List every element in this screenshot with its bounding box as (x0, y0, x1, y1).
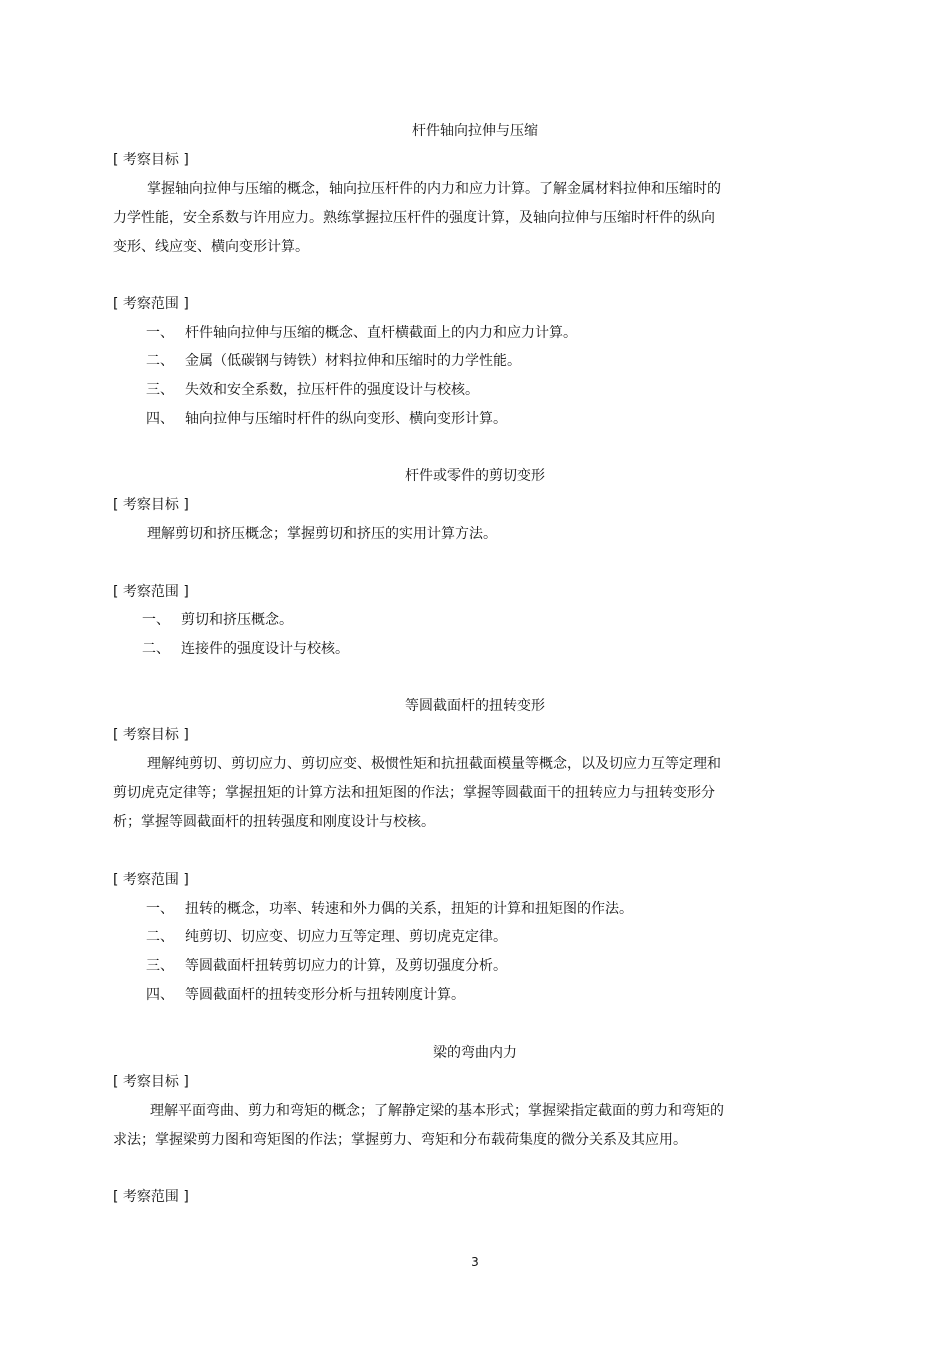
goal-text-line: 理解平面弯曲、剪力和弯矩的概念；了解静定梁的基本形式；掌握梁指定截面的剪力和弯矩的 (150, 1103, 724, 1119)
goal-text-line: 理解纯剪切、剪切应力、剪切应变、极惯性矩和抗扭截面模量等概念，以及切应力互等定理和 (147, 756, 721, 772)
section-title: 杆件轴向拉伸与压缩 (412, 123, 538, 139)
scope-label: [ 考察范围 ] (113, 296, 189, 312)
goal-text-line: 掌握轴向拉伸与压缩的概念，轴向拉压杆件的内力和应力计算。了解金属材料拉伸和压缩时的 (147, 181, 721, 197)
list-item-number: 二、 (142, 641, 170, 657)
scope-label: [ 考察范围 ] (113, 1189, 189, 1205)
list-item-number: 一、 (146, 901, 174, 917)
list-item-number: 一、 (142, 612, 170, 628)
list-item-number: 四、 (146, 411, 174, 427)
list-item: 杆件轴向拉伸与压缩的概念、直杆横截面上的内力和应力计算。 (185, 325, 577, 341)
list-item: 扭转的概念，功率、转速和外力偶的关系，扭矩的计算和扭矩图的作法。 (185, 901, 633, 917)
goal-label: [ 考察目标 ] (113, 1074, 189, 1090)
section-title: 梁的弯曲内力 (433, 1045, 517, 1061)
goal-label: [ 考察目标 ] (113, 497, 189, 513)
scope-label: [ 考察范围 ] (113, 584, 189, 600)
scope-label: [ 考察范围 ] (113, 872, 189, 888)
list-item-number: 二、 (146, 353, 174, 369)
goal-text-line: 求法；掌握梁剪力图和弯矩图的作法；掌握剪力、弯矩和分布载荷集度的微分关系及其应用。 (113, 1132, 687, 1148)
list-item: 轴向拉伸与压缩时杆件的纵向变形、横向变形计算。 (185, 411, 507, 427)
list-item: 失效和安全系数，拉压杆件的强度设计与校核。 (185, 382, 479, 398)
list-item: 等圆截面杆的扭转变形分析与扭转刚度计算。 (185, 987, 465, 1003)
section-title: 等圆截面杆的扭转变形 (405, 698, 545, 714)
list-item-number: 三、 (146, 382, 174, 398)
goal-text-line: 析；掌握等圆截面杆的扭转强度和刚度设计与校核。 (113, 814, 435, 830)
list-item: 等圆截面杆扭转剪切应力的计算，及剪切强度分析。 (185, 958, 507, 974)
list-item-number: 一、 (146, 325, 174, 341)
goal-text-line: 理解剪切和挤压概念；掌握剪切和挤压的实用计算方法。 (147, 526, 497, 542)
list-item-number: 二、 (146, 929, 174, 945)
list-item: 连接件的强度设计与校核。 (181, 641, 349, 657)
goal-label: [ 考察目标 ] (113, 152, 189, 168)
list-item-number: 三、 (146, 958, 174, 974)
list-item-number: 四、 (146, 987, 174, 1003)
list-item: 剪切和挤压概念。 (181, 612, 293, 628)
list-item: 金属（低碳钢与铸铁）材料拉伸和压缩时的力学性能。 (185, 353, 521, 369)
goal-text-line: 变形、线应变、横向变形计算。 (113, 239, 309, 255)
page-number: 3 (471, 1255, 479, 1269)
section-title: 杆件或零件的剪切变形 (405, 468, 545, 484)
goal-label: [ 考察目标 ] (113, 727, 189, 743)
goal-text-line: 力学性能，安全系数与许用应力。熟练掌握拉压杆件的强度计算，及轴向拉伸与压缩时杆件的纵向 (113, 210, 715, 226)
list-item: 纯剪切、切应变、切应力互等定理、剪切虎克定律。 (185, 929, 507, 945)
goal-text-line: 剪切虎克定律等；掌握扭矩的计算方法和扭矩图的作法；掌握等圆截面干的扭转应力与扭转变形分 (113, 785, 715, 801)
